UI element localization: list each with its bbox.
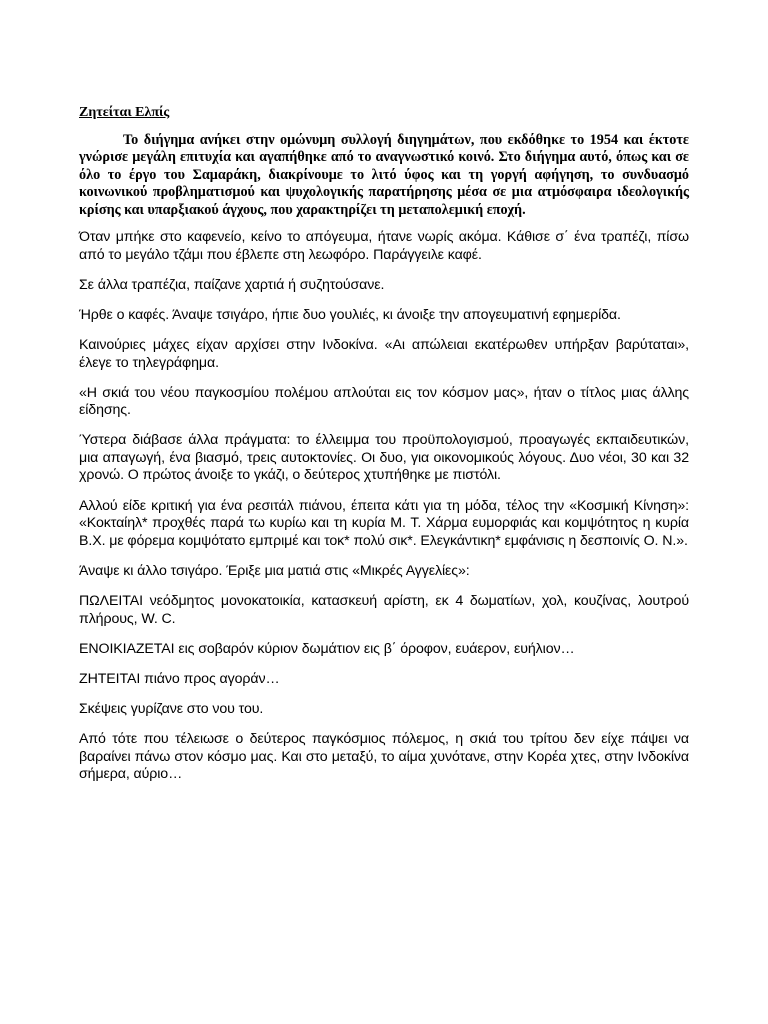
story-paragraph: Άναψε κι άλλο τσιγάρο. Έριξε μια ματιά στις «Μικρές Αγγελίες»: — [79, 562, 470, 579]
story-paragraph: Σκέψεις γυρίζανε στο νου του. — [79, 700, 264, 717]
story-paragraph: «Η σκιά του νέου παγκοσμίου πολέμου απλούται εις τον κόσμον μας», ήταν ο τίτλος μιας άλλης είδησης. — [79, 384, 689, 419]
story-paragraph: Αλλού είδε κριτική για ένα ρεσιτάλ πιάνου, έπειτα κάτι για τη μόδα, τέλος την «Κοσμική Κίνηση»: «Κοκταίηλ* προχθές παρά τω κυρίω και τη κυρία Μ. Τ. Χάρμα ευμορφιάς και κομψότητος η κυρία Β.Χ. με φόρεμα κομψότατο εμπριμέ και τοκ* πολύ σικ*. Ελεγκάντικη* εμφάνισις η δεσποινίς Ο. Ν.». — [79, 497, 689, 549]
story-paragraph: Όταν μπήκε στο καφενείο, κείνο το απόγευμα, ήτανε νωρίς ακόμα. Κάθισε σ΄ ένα τραπέζι, πίσω από το μεγάλο τζάμι που έβλεπε στη λεωφόρο. Παράγγειλε καφέ. — [79, 229, 689, 263]
intro-paragraph: Το διήγημα ανήκει στην ομώνυμη συλλογή διηγημάτων, που εκδόθηκε το 1954 και έκτοτε γνώρισε μεγάλη επιτυχία και αγαπήθηκε από το αναγνωστικό κοινό. Στο διήγημα αυτό, όπως και σε όλο το έργο του Σαμαράκη, διακρίνουμε το λιτό ύφος και τη γοργή αφήγηση, το συνδυασμό κοινωνικού προβληματισμού και ψυχολογικής παρατήρησης μέσα σε μια ατμόσφαιρα ιδεολογικής κρίσης και υπαρξιακού άγχους, που χαρακτηρίζει τη μεταπολεμική εποχή. — [79, 132, 689, 218]
story-paragraph: Ύστερα διάβασε άλλα πράγματα: το έλλειμμα του προϋπολογισμού, προαγωγές εκπαιδευτικών, μια απαγωγή, ένα βιασμό, τρεις αυτοκτονίες. Οι δυο, για οικονομικούς λόγους. Δυο νέοι, 30 και 32 χρονώ. Ο πρώτος άνοιξε το γκάζι, ο δεύτερος χτυπήθηκε με πιστόλι. — [79, 432, 689, 484]
story-paragraph: Από τότε που τέλειωσε ο δεύτερος παγκόσμιος πόλεμος, η σκιά του τρίτου δεν είχε πάψει να βαραίνει πάνω στον κόσμο μας. Και στο μεταξύ, το αίμα χυνότανε, στην Κορέα χτες, στην Ινδοκίνα σήμερα, αύριο… — [79, 730, 689, 783]
classified-ad: ΕΝΟΙΚΙΑΖΕΤΑΙ εις σοβαρόν κύριον δωμάτιον εις β΄ όροφον, ευάερον, ευήλιον… — [79, 640, 575, 657]
document-title: Ζητείται Ελπίς — [79, 105, 170, 120]
story-paragraph: Ήρθε ο καφές. Άναψε τσιγάρο, ήπιε δυο γουλιές, κι άνοιξε την απογευματινή εφημερίδα. — [79, 306, 621, 323]
classified-ad: ΖΗΤΕΙΤΑΙ πιάνο προς αγοράν… — [79, 670, 280, 687]
story-paragraph: Καινούριες μάχες είχαν αρχίσει στην Ινδοκίνα. «Αι απώλειαι εκατέρωθεν υπήρξαν βαρύταται», έλεγε το τηλεγράφημα. — [79, 336, 689, 371]
classified-ad: ΠΩΛΕΙΤΑΙ νεόδμητος μονοκατοικία, κατασκευή αρίστη, εκ 4 δωματίων, χολ, κουζίνας, λουτρού πλήρους, W. C. — [79, 592, 689, 627]
story-paragraph: Σε άλλα τραπέζια, παίζανε χαρτιά ή συζητούσανε. — [79, 276, 385, 293]
document-body — [79, 104, 689, 796]
